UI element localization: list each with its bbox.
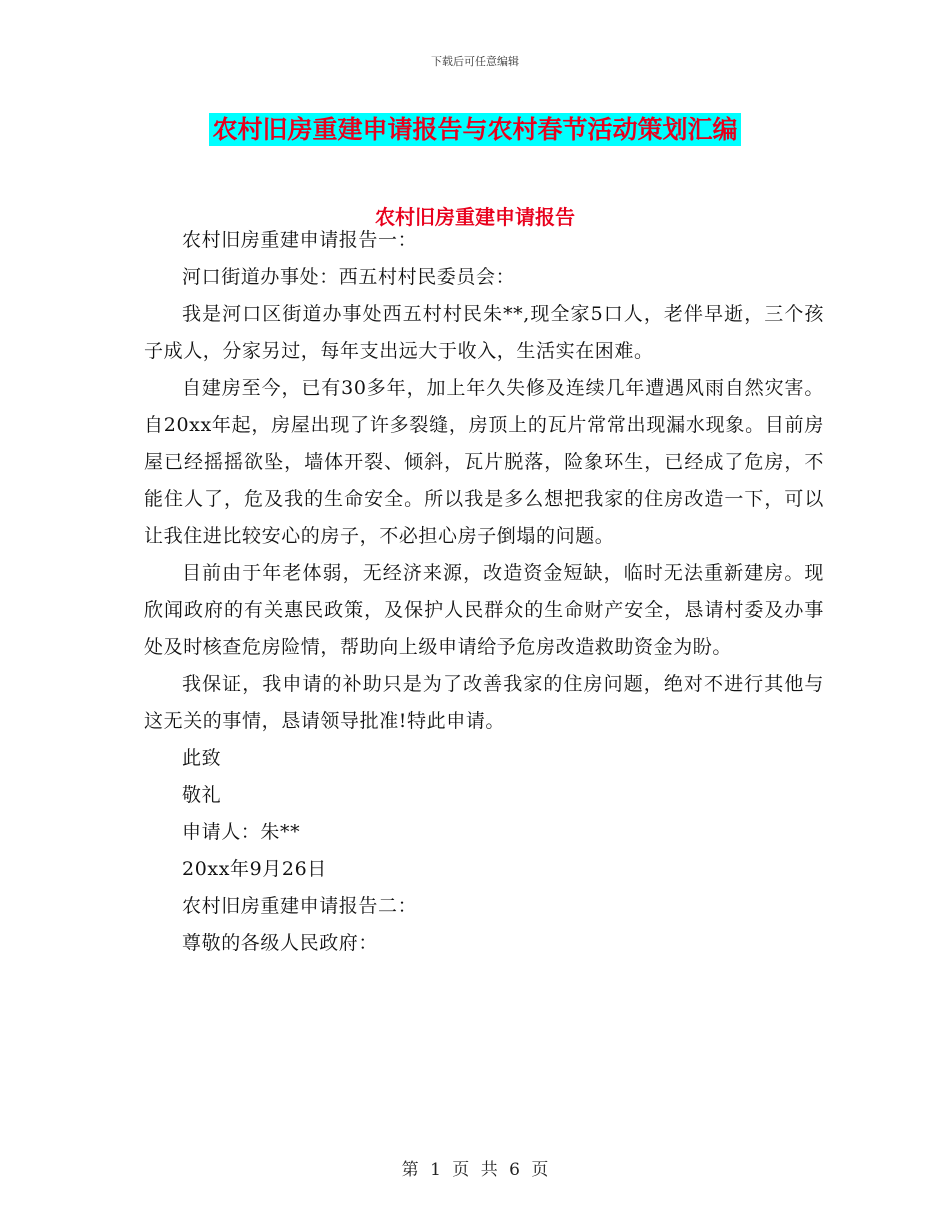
document-body	[144, 222, 824, 962]
main-title: 农村旧房重建申请报告与农村春节活动策划汇编	[209, 113, 740, 146]
paragraph: 农村旧房重建申请报告一：	[182, 229, 418, 251]
section-title: 农村旧房重建申请报告	[375, 205, 575, 229]
paragraph: 目前由于年老体弱，无经济来源，改造资金短缺，临时无法重新建房。现欣闻政府的有关惠民政策，及保护人民群众的生命财产安全，恳请村委及办事处及时核查危房险情，帮助向上级申请给予危房改造救助资金为盼。	[144, 562, 824, 658]
paragraph: 我保证，我申请的补助只是为了改善我家的住房问题，绝对不进行其他与这无关的事情，恳请领导批准!特此申请。	[144, 673, 824, 732]
paragraph: 河口街道办事处：西五村村民委员会：	[182, 266, 516, 288]
signature-line: 申请人：朱**	[182, 821, 301, 843]
paragraph: 自建房至今，已有30多年，加上年久失修及连续几年遭遇风雨自然灾害。自20xx年起，房屋出现了许多裂缝，房顶上的瓦片常常出现漏水现象。目前房屋已经摇摇欲坠，墙体开裂、倾斜，瓦片脱落，险象环生，已经成了危房，不能住人了，危及我的生命安全。所以我是多么想把我家的住房改造一下，可以让我住进比较安心的房子，不必担心房子倒塌的问题。	[144, 377, 824, 547]
page-footer: 第 1 页 共 6 页	[401, 1160, 549, 1180]
date-line: 20xx年9月26日	[182, 858, 327, 880]
header-note: 下载后可任意编辑	[431, 55, 519, 68]
paragraph: 我是河口区街道办事处西五村村民朱**,现全家5口人，老伴早逝，三个孩子成人，分家另过，每年支出远大于收入，生活实在困难。	[144, 303, 824, 362]
main-title-wrap	[0, 113, 950, 146]
paragraph: 农村旧房重建申请报告二：	[182, 895, 418, 917]
paragraph: 尊敬的各级人民政府：	[182, 932, 379, 954]
closing-line: 敬礼	[182, 784, 222, 806]
closing-line: 此致	[182, 747, 222, 769]
